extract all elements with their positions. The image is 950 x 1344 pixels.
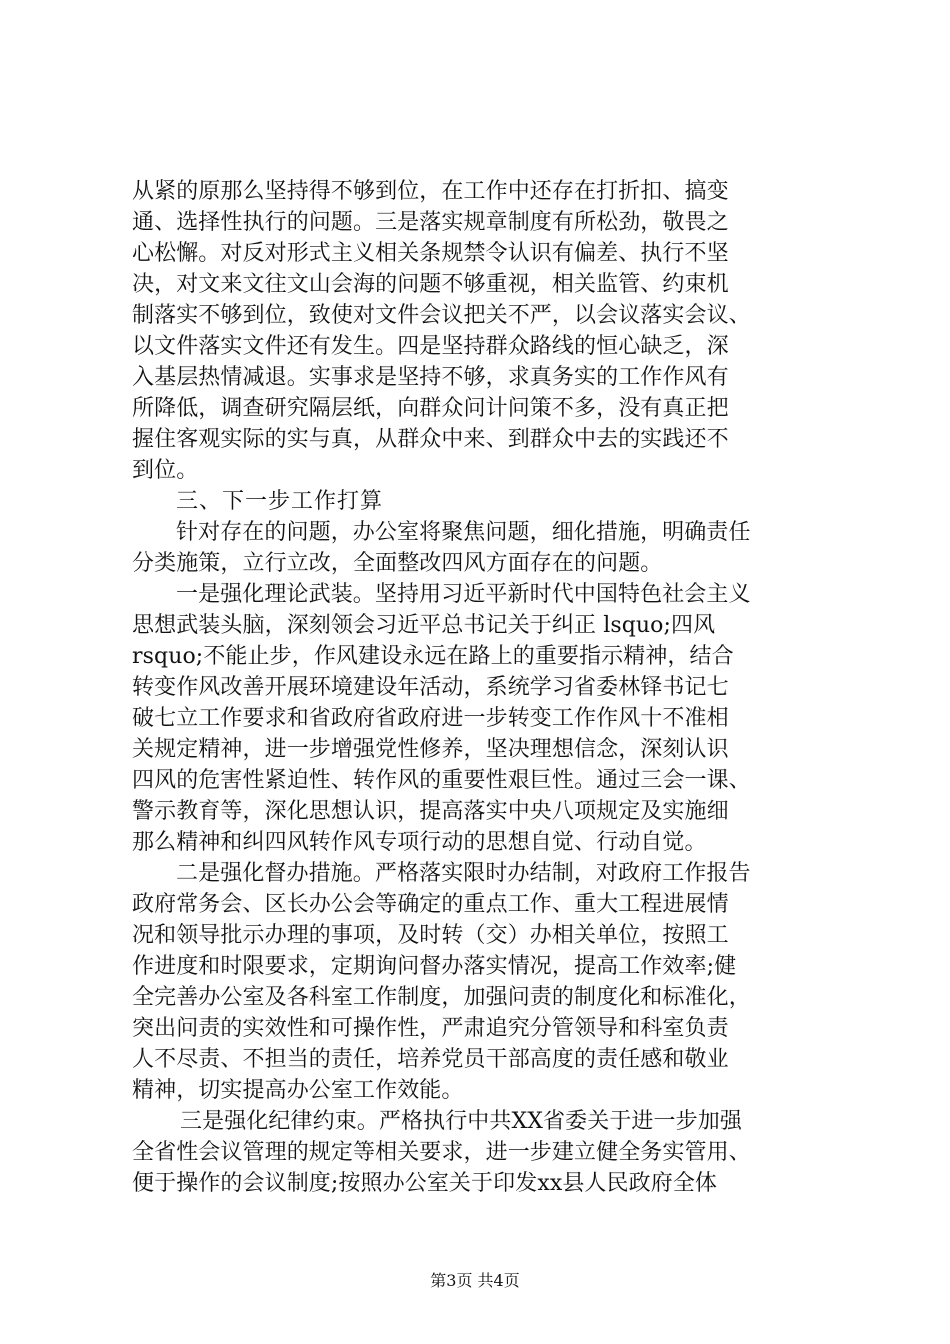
text-line: 心松懈。对反对形式主义相关条规禁令认识有偏差、执行不坚 bbox=[132, 241, 729, 266]
text-line: 全省性会议管理的规定等相关要求，进一步建立健全务实管用、 bbox=[132, 1140, 751, 1165]
paragraph-item-1 bbox=[132, 579, 822, 858]
text-line: 警示教育等，深化思想认识，提高落实中央八项规定及实施细 bbox=[132, 799, 729, 824]
text-line: 破七立工作要求和省政府省政府进一步转变工作作风十不准相 bbox=[132, 706, 729, 731]
text-line: 所降低，调查研究隔层纸，向群众问计问策不多，没有真正把 bbox=[132, 396, 729, 421]
text-line: 针对存在的问题，办公室将聚焦问题，细化措施，明确责任 bbox=[176, 520, 751, 545]
text-line: 那么精神和纠四风转作风专项行动的思想自觉、行动自觉。 bbox=[132, 830, 707, 855]
text-line: rsquo;不能止步，作风建设永远在路上的重要指示精神，结合 bbox=[132, 644, 734, 669]
text-line: 关规定精神，进一步增强党性修养，坚决理想信念，深刻认识 bbox=[132, 737, 729, 762]
text-line: 通、选择性执行的问题。三是落实规章制度有所松劲，敬畏之 bbox=[132, 210, 729, 235]
text-line: 从紧的原那么坚持得不够到位，在工作中还存在打折扣、搞变 bbox=[132, 179, 729, 204]
text-line: 到位。 bbox=[132, 458, 199, 483]
text-line: 四风的危害性紧迫性、转作风的重要性艰巨性。通过三会一课、 bbox=[132, 768, 751, 793]
text-line: 制落实不够到位，致使对文件会议把关不严，以会议落实会议、 bbox=[132, 303, 751, 328]
text-line: 分类施策，立行立改，全面整改四风方面存在的问题。 bbox=[132, 551, 663, 576]
text-line: 全完善办公室及各科室工作制度，加强问责的制度化和标准化， bbox=[132, 985, 751, 1010]
text-line: 人不尽责、不担当的责任，培养党员干部高度的责任感和敬业 bbox=[132, 1047, 729, 1072]
section-heading: 三、下一步工作打算 bbox=[176, 489, 384, 514]
text-line: 决，对文来文往文山会海的问题不够重视，相关监管、约束机 bbox=[132, 272, 729, 297]
paragraph-item-2 bbox=[132, 858, 822, 1106]
text-line: 精神，切实提高办公室工作效能。 bbox=[132, 1078, 464, 1103]
text-line: 转变作风改善开展环境建设年活动，系统学习省委林铎书记七 bbox=[132, 675, 729, 700]
text-line: 三是强化纪律约束。严格执行中共XX省委关于进一步加强 bbox=[180, 1109, 742, 1134]
page-number-footer: 第3页 共4页 bbox=[430, 1271, 520, 1290]
paragraph-problems bbox=[132, 176, 822, 486]
document-body bbox=[132, 176, 822, 1199]
text-line: 思想武装头脑，深刻领会习近平总书记关于纠正 lsquo;四风 bbox=[132, 613, 716, 638]
text-line: 突出问责的实效性和可操作性，严肃追究分管领导和科室负责 bbox=[132, 1016, 729, 1041]
text-line: 一是强化理论武装。坚持用习近平新时代中国特色社会主义 bbox=[176, 582, 751, 607]
paragraph-item-3 bbox=[132, 1106, 822, 1199]
text-line: 况和领导批示办理的事项，及时转（交）办相关单位，按照工 bbox=[132, 923, 729, 948]
text-line: 作进度和时限要求，定期询问督办落实情况，提高工作效率;健 bbox=[132, 954, 737, 979]
text-line: 政府常务会、区长办公会等确定的重点工作、重大工程进展情 bbox=[132, 892, 729, 917]
text-line: 便于操作的会议制度;按照办公室关于印发xx县人民政府全体 bbox=[132, 1171, 718, 1196]
paragraph-intro bbox=[132, 517, 822, 579]
text-line: 二是强化督办措施。严格落实限时办结制，对政府工作报告 bbox=[176, 861, 751, 886]
text-line: 握住客观实际的实与真，从群众中来、到群众中去的实践还不 bbox=[132, 427, 729, 452]
text-line: 入基层热情减退。实事求是坚持不够，求真务实的工作作风有 bbox=[132, 365, 729, 390]
text-line: 以文件落实文件还有发生。四是坚持群众路线的恒心缺乏，深 bbox=[132, 334, 729, 359]
